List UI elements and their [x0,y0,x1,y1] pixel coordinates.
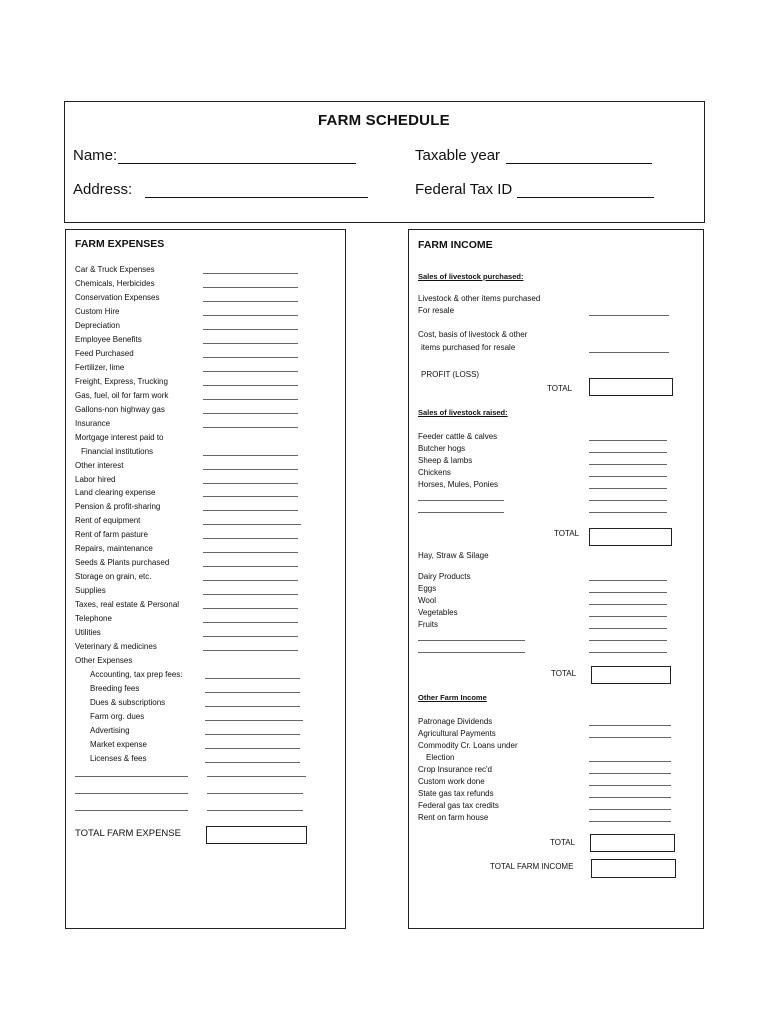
expense-item: Depreciation [75,321,120,330]
expense-amount-field[interactable] [203,636,298,637]
income-title: FARM INCOME [418,239,493,251]
farm-expenses-section [65,229,346,929]
blank-income-description-field[interactable] [418,512,504,513]
expense-amount-field[interactable] [203,301,298,302]
income-amount-field[interactable] [589,652,667,653]
expense-item: Supplies [75,586,106,595]
expense-item: Employee Benefits [75,335,142,344]
expense-amount-field[interactable] [203,413,298,414]
income-amount-field[interactable] [589,809,671,810]
other-farm-income-heading: Other Farm Income [418,693,487,702]
income-amount-field[interactable] [589,737,671,738]
expense-item: Advertising [90,726,130,735]
income-item: Butcher hogs [418,444,466,453]
blank-expense-amount-field[interactable] [207,810,303,811]
income-amount-field[interactable] [589,640,667,641]
hay-straw-silage-label: Hay, Straw & Silage [418,551,489,560]
blank-income-description-field[interactable] [418,652,525,653]
blank-expense-amount-field[interactable] [207,776,306,777]
expense-item: Rent of equipment [75,516,141,525]
expense-amount-field[interactable] [203,510,298,511]
income-item: Eggs [418,584,437,593]
income-item: Commodity Cr. Loans under [418,741,518,750]
income-item: Patronage Dividends [418,717,493,726]
expense-item: Car & Truck Expenses [75,265,155,274]
expense-amount-field[interactable] [205,678,300,679]
expense-amount-field[interactable] [203,552,298,553]
expense-item: Rent of farm pasture [75,530,148,539]
income-item: items purchased for resale [421,343,516,352]
income-item: Federal gas tax credits [418,801,499,810]
expense-amount-field[interactable] [203,399,298,400]
expense-amount-field[interactable] [203,524,301,525]
blank-expense-description-field[interactable] [75,810,188,811]
products-total-box[interactable] [591,666,671,684]
expense-item: Veterinary & medicines [75,642,157,651]
federal-tax-id-label: Federal Tax ID [415,181,513,198]
total-label: TOTAL [547,384,573,393]
income-amount-field[interactable] [589,604,667,605]
farm-income-section [408,229,704,929]
livestock-raised-total-box[interactable] [589,528,672,546]
expense-amount-field[interactable] [203,273,298,274]
total-farm-income-label: TOTAL FARM INCOME [490,862,574,871]
expense-amount-field[interactable] [205,734,300,735]
income-item: For resale [418,306,455,315]
taxable-year-label: Taxable year [415,147,501,164]
income-item: Cost, basis of livestock & other [418,330,528,339]
expenses-title: FARM EXPENSES [75,238,165,250]
name-field[interactable] [118,163,356,164]
expense-item: Insurance [75,419,111,428]
blank-income-description-field[interactable] [418,500,504,501]
income-amount-field[interactable] [589,488,667,489]
expense-item: Mortgage interest paid to [75,433,164,442]
expense-amount-field[interactable] [203,622,298,623]
total-farm-expense-box[interactable] [206,826,307,844]
income-amount-field[interactable] [589,464,667,465]
expense-amount-field[interactable] [203,483,298,484]
expense-item: Gas, fuel, oil for farm work [75,391,169,400]
income-amount-field[interactable] [589,821,671,822]
income-item: Vegetables [418,608,458,617]
livestock-raised-heading: Sales of livestock raised: [418,408,508,417]
blank-expense-description-field[interactable] [75,776,188,777]
expense-item: Gallons-non highway gas [75,405,165,414]
total-farm-income-box[interactable] [591,859,676,878]
expense-item: Seeds & Plants purchased [75,558,170,567]
expense-amount-field[interactable] [203,357,298,358]
income-item: Custom work done [418,777,485,786]
expense-item: Other Expenses [75,656,133,665]
expense-amount-field[interactable] [203,594,298,595]
income-item: Dairy Products [418,572,471,581]
income-item: Horses, Mules, Ponies [418,480,499,489]
taxable-year-field[interactable] [506,163,652,164]
expense-item: Land clearing expense [75,488,156,497]
income-amount-field[interactable] [589,500,667,501]
expense-amount-field[interactable] [205,762,300,763]
income-amount-field[interactable] [589,315,669,316]
expense-item: Taxes, real estate & Personal [75,600,180,609]
address-field[interactable] [145,197,368,198]
income-amount-field[interactable] [589,785,671,786]
income-amount-field[interactable] [589,725,671,726]
livestock-purchased-heading: Sales of livestock purchased: [418,272,524,281]
expense-item: Other interest [75,461,124,470]
expense-item: Dues & subscriptions [90,698,166,707]
income-amount-field[interactable] [589,761,671,762]
income-amount-field[interactable] [589,773,671,774]
expense-item: Repairs, maintenance [75,544,153,553]
expense-amount-field[interactable] [203,315,298,316]
income-amount-field[interactable] [589,592,667,593]
total-label: TOTAL [551,669,577,678]
income-item: Feeder cattle & calves [418,432,498,441]
expense-amount-field[interactable] [203,496,298,497]
expense-item: Farm org. dues [90,712,145,721]
expense-item: Breeding fees [90,684,140,693]
blank-expense-amount-field[interactable] [207,793,303,794]
income-item: Election [426,753,455,762]
expense-amount-field[interactable] [205,706,300,707]
expense-item: Labor hired [75,475,116,484]
total-farm-expense-label: TOTAL FARM EXPENSE [75,828,181,839]
expense-item: Utilities [75,628,101,637]
expense-item: Licenses & fees [90,754,147,763]
expense-amount-field[interactable] [203,469,298,470]
income-item: State gas tax refunds [418,789,494,798]
name-label: Name: [73,147,118,164]
federal-tax-id-field[interactable] [517,197,654,198]
income-amount-field[interactable] [589,512,667,513]
expense-item: Financial institutions [81,447,154,456]
expense-item: Pension & profit-sharing [75,502,161,511]
address-label: Address: [73,181,133,198]
expense-amount-field[interactable] [205,748,300,749]
expense-item: Market expense [90,740,147,749]
expense-amount-field[interactable] [203,455,298,456]
expense-item: Conservation Expenses [75,293,160,302]
income-amount-field[interactable] [589,476,667,477]
expense-item: Telephone [75,614,112,623]
expense-item: Custom Hire [75,307,120,316]
income-item: Fruits [418,620,438,629]
expense-amount-field[interactable] [203,343,298,344]
income-item: Livestock & other items purchased [418,294,541,303]
other-income-total-box[interactable] [590,834,675,852]
expense-amount-field[interactable] [203,329,298,330]
expense-item: Feed Purchased [75,349,134,358]
expense-amount-field[interactable] [203,538,298,539]
income-item: Sheep & lambs [418,456,473,465]
blank-expense-description-field[interactable] [75,793,188,794]
expense-item: Freight, Express, Trucking [75,377,168,386]
expense-amount-field[interactable] [203,427,298,428]
expense-amount-field[interactable] [205,692,300,693]
income-item: Rent on farm house [418,813,489,822]
expense-amount-field[interactable] [203,287,298,288]
income-amount-field[interactable] [589,440,667,441]
income-amount-field[interactable] [589,352,669,353]
income-item: Crop Insurance rec'd [418,765,493,774]
expense-amount-field[interactable] [203,650,298,651]
expense-amount-field[interactable] [203,566,298,567]
blank-income-description-field[interactable] [418,640,525,641]
expense-item: Fertilizer, lime [75,363,125,372]
expense-amount-field[interactable] [203,580,298,581]
income-amount-field[interactable] [589,452,667,453]
total-label: TOTAL [554,529,580,538]
page-title: FARM SCHEDULE [318,112,450,129]
total-label: TOTAL [550,838,576,847]
income-amount-field[interactable] [589,580,667,581]
income-amount-field[interactable] [589,628,667,629]
livestock-purchased-total-box[interactable] [589,378,673,396]
expense-amount-field[interactable] [205,720,303,721]
expense-item: Accounting, tax prep fees: [90,670,183,679]
expense-item: Storage on grain, etc. [75,572,152,581]
header-section [64,101,705,223]
expense-amount-field[interactable] [203,371,298,372]
profit-loss-label: PROFIT (LOSS) [421,370,480,379]
expense-item: Chemicals, Herbicides [75,279,155,288]
income-amount-field[interactable] [589,616,667,617]
income-amount-field[interactable] [589,797,671,798]
expense-amount-field[interactable] [203,608,298,609]
income-item: Agricultural Payments [418,729,496,738]
income-item: Chickens [418,468,451,477]
income-item: Wool [418,596,437,605]
expense-amount-field[interactable] [203,385,298,386]
